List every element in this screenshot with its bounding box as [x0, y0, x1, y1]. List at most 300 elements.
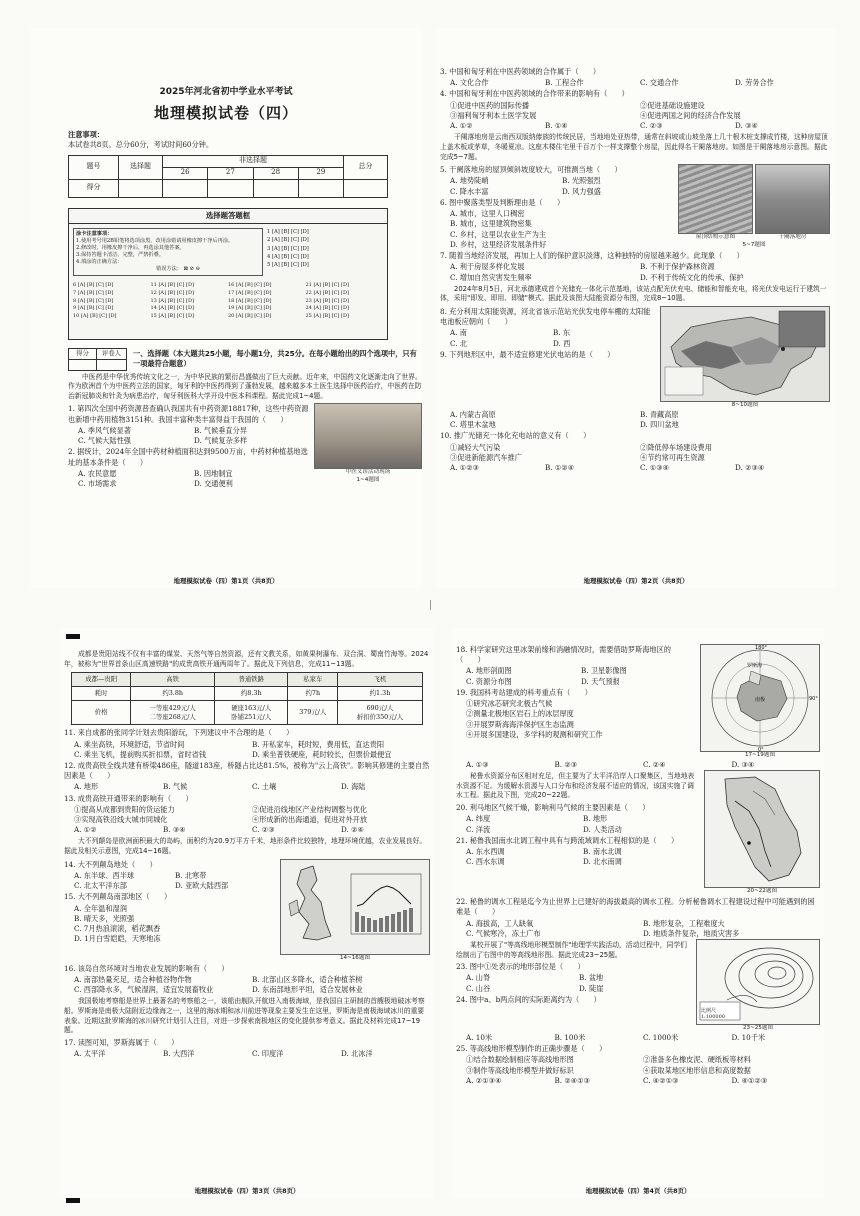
polar-label: 罗斯海 [747, 663, 763, 669]
answer-column [228, 282, 306, 321]
answer-num: 5 [267, 262, 271, 269]
q17-option-b[interactable]: B. 大西洋 [163, 1049, 195, 1059]
answer-top-column [267, 224, 387, 280]
score-num: 28 [253, 167, 298, 179]
q12-option-c[interactable]: C. 土壤 [252, 782, 277, 792]
answer-bubbles[interactable]: [A] [B] [C] [D] [77, 297, 114, 304]
grader-cell[interactable] [97, 359, 127, 370]
answer-num: 4 [267, 253, 271, 260]
table-cell: 约7h [288, 687, 338, 701]
q18-option-c[interactable]: C. 资源分布图 [466, 676, 512, 686]
scan-mark [66, 1198, 80, 1203]
q23-option-b[interactable]: B. 盆地 [579, 973, 604, 983]
answer-bubbles[interactable]: [A] [B] [C] [D] [271, 253, 309, 260]
q3-option-b[interactable]: B. 工程合作 [545, 78, 584, 88]
intro-q17-19: 我国极地考察船是世界上最著名的考察船之一，该船由舰队开航进入南极海域，是我国自主研制的首艘极地破冰考察船。罗斯海是南极大陆附近边缘海之一，这里的海冰期和冰川前进等现象主要发生在这里，罗斯海是南极海域冰川的重要表象。近期这批罗斯海的冰川研究计划引人注目，对进一步探索南极地区的变化提供参考意义。据此及材料完成17~19题。 [64, 997, 425, 1035]
q7-option-d[interactable]: D. 不利于传统文化的传承、保护 [640, 272, 744, 282]
table-header: 私家车 [288, 673, 338, 687]
question-12: 12. 成贵高铁全线共建有桥梁486座，隧道183座，桥隧占比达81.5%，被称为"云上高铁"。影响其修建的主要自然因素是（ ） [64, 760, 430, 781]
q22-option-b[interactable]: B. 地形复杂，工程难度大 [643, 918, 725, 928]
table-header: 飞机 [338, 673, 422, 687]
china-solar-map [660, 306, 830, 402]
q16-option-d[interactable]: D. 东南部地形平坦，适合发展林业 [252, 985, 363, 995]
q5-option-a[interactable]: A. 地势陡峭 [450, 176, 489, 186]
q10-item: ①减轻大气污染 [450, 442, 501, 452]
answer-bubbles[interactable]: [A] [B] [C] [D] [77, 289, 114, 296]
q4-option-d[interactable]: D. ③④ [735, 121, 758, 131]
score-row-label: 得分 [69, 179, 119, 197]
q9-option-d[interactable]: D. 四川盆地 [640, 420, 679, 430]
q25-option-d[interactable]: D. ④①②③ [731, 1075, 768, 1085]
q15-option-d[interactable]: D. 1月白雪皑皑，天寒地冻 [74, 934, 161, 944]
q22-option-d[interactable]: D. 地质条件复杂，地质灾害多 [643, 928, 740, 938]
figure-q1-4 [314, 403, 422, 489]
q23-option-d[interactable]: D. 陡崖 [579, 983, 604, 993]
answer-num: 12 [150, 289, 157, 296]
question-3: 3. 中国和匈牙利在中医药领域的合作属于（ ） [440, 67, 601, 76]
q13-option-b[interactable]: B. ③④ [163, 825, 186, 835]
question-1: 1. 第四次全国中药资源普查确认我国共有中药资源18817种，这些中药资源也新增中药用植物3151种。我国丰富种类丰富得益于我国的（ ） [68, 404, 309, 424]
p1-body [68, 373, 422, 490]
intro-q20-22: 秘鲁水资源分布区相对充足，但主要为了太平洋沿岸人口聚集区，当地地表水资源不足。为缓解水资源与人口分布和经济发展不适应的情况，该国实施了调水工程。据此及下图，完成20~22题。 [456, 772, 695, 800]
q2-option-b[interactable]: B. 因地制宜 [194, 468, 233, 478]
travel-table [71, 672, 422, 725]
q2-option-c[interactable]: C. 市场需求 [78, 478, 117, 488]
table-cell: 约1.3h [338, 687, 422, 701]
fill-notes-box [73, 228, 263, 276]
q9-option-c[interactable]: C. 塔里木盆地 [450, 420, 496, 430]
britain-map-and-climate-chart [280, 859, 430, 955]
figure-q20-22 [704, 770, 820, 896]
table-header: 普通铁路 [215, 673, 288, 687]
q9-option-a[interactable]: A. 内蒙古高原 [450, 409, 496, 419]
question-5: 5. 干阑落地房的屋顶倾斜坡度较大，可推测当地（ ） [440, 165, 622, 175]
score-col-nonchoice: 非选择题 [163, 155, 344, 167]
q22-option-c[interactable]: C. 气候寒冷，冻土广布 [466, 928, 541, 938]
question-18: 18. 科学家研究这里冰架前缘和消融情况时，需要借助罗斯海地区的（ ） [456, 645, 671, 665]
q6-option-b[interactable]: B. 城市，这里建筑物密集 [450, 219, 532, 229]
fill-heading: 涂卡注意事项： [76, 231, 113, 238]
answer-column [73, 282, 151, 321]
answer-num: 17 [228, 289, 235, 296]
q1-option-d[interactable]: D. 气候复杂多样 [194, 436, 248, 446]
q25-item: ④获取某地区地形信息和高度数据 [643, 1065, 751, 1075]
q18-option-d[interactable]: D. 天气预报 [581, 676, 620, 686]
q15-option-a[interactable]: A. 全年温和湿润 [74, 903, 127, 913]
answer-bubbles[interactable]: [A] [B] [C] [D] [235, 282, 272, 289]
score-cell[interactable] [298, 179, 343, 197]
q8-option-c[interactable]: C. 北 [450, 338, 467, 348]
answer-bubbles[interactable]: [A] [B] [C] [D] [158, 313, 194, 320]
question-14: 14. 大不列颠岛地处（ ） [64, 859, 157, 869]
q10-option-a[interactable]: A. ①②③ [450, 463, 480, 473]
q1-option-b[interactable]: B. 气候垂直分异 [194, 425, 247, 435]
q17-option-c[interactable]: C. 印度洋 [252, 1049, 284, 1059]
answer-bubbles[interactable]: [A] [B] [C] [D] [313, 289, 349, 296]
q18-option-b[interactable]: B. 卫星影像图 [581, 666, 627, 676]
q20-option-a[interactable]: A. 纬度 [466, 814, 491, 824]
q3-option-d[interactable]: D. 劳务合作 [735, 78, 774, 88]
score-cell[interactable] [208, 179, 253, 197]
answer-card-title: 选择题答题框 [69, 209, 387, 225]
figure-caption: 中医义诊活动现场 1~4题图 [345, 469, 391, 484]
question-19: 19. 我国科考站建成的科考重点有（ ） [456, 687, 592, 697]
answer-bubbles[interactable]: [A] [B] [C] [D] [271, 237, 309, 244]
answer-card [68, 208, 388, 340]
question-17: 17. 读图可知，罗斯海属于（ ） [64, 1037, 179, 1047]
score-table [68, 155, 388, 198]
q25-item: ②准备多色橡皮泥、硬纸板等材料 [643, 1055, 751, 1065]
answer-num: 8 [73, 297, 77, 304]
q4-option-b[interactable]: B. ①④ [545, 121, 568, 131]
intro-q1-4: 中医药是中华优秀传统文化之一，为中华民族的繁衍昌盛做出了巨大贡献。近年来，中国药文化逐渐走向了世界。作为欧洲首个为中医药立法的国家，匈牙利的中医药得到了蓬勃发展，越来越多本土医生选择中医药治疗，中医药在防治新冠肺炎和针灸为病患治疗，匈牙利医科大学开设中医本科课程。据此完成1~4题。 [68, 372, 422, 400]
answer-num: 14 [150, 305, 157, 312]
table-cell: 价格 [72, 701, 131, 725]
answer-num: 25 [305, 313, 312, 320]
answer-bubbles[interactable]: [A] [B] [C] [D] [313, 305, 349, 312]
answer-bubbles[interactable]: [A] [B] [C] [D] [158, 282, 194, 289]
question-24: 24. 图中a、b两点间的实际距离约为（ ） [456, 994, 601, 1004]
table-cell: 690元/人 折扣价350元/人 [338, 701, 422, 725]
answer-bubbles[interactable]: [A] [B] [C] [D] [158, 289, 194, 296]
table-header: 成都—贵阳 [72, 673, 131, 687]
q6-option-a[interactable]: A. 城市，这里人口稠密 [450, 209, 525, 219]
q4-item: ①促进中医药的国际传播 [450, 100, 530, 110]
q6-option-d[interactable]: D. 乡村，这里经济发展条件好 [450, 239, 547, 249]
page-footer: 地理模拟试卷（四）第1页（共8页） [173, 576, 279, 585]
grader-label: 得分 [69, 348, 97, 359]
question-20: 20. 利马地区气候干燥，影响利马气候的主要因素是（ ） [456, 803, 650, 813]
peru-map [704, 770, 820, 888]
fill-note: 4.填涂的正确方法： [76, 259, 123, 266]
peru-map-svg [705, 771, 819, 887]
q20-option-d[interactable]: D. 人类活动 [583, 824, 622, 834]
answer-num: 20 [228, 313, 235, 320]
q14-option-a[interactable]: A. 东半球、西半球 [74, 870, 135, 880]
q5-option-b[interactable]: B. 光照强烈 [562, 176, 601, 186]
roof-structure-photo [678, 164, 753, 234]
q24-option-d[interactable]: D. 10千米 [731, 1032, 766, 1042]
scan-mark [66, 634, 80, 639]
score-cell[interactable] [119, 179, 163, 197]
q6-option-c[interactable]: C. 乡村，这里以农业生产为主 [450, 229, 547, 239]
answer-bubbles[interactable]: [A] [B] [C] [D] [158, 297, 194, 304]
q2-option-a[interactable]: A. 农民意愿 [78, 468, 117, 478]
question-8: 8. 充分利用太阳能资源，河北省该示范站光伏发电停车棚的太阳能电池板应朝向（ ） [440, 307, 651, 327]
figure-subcaption: 干阑落地房 [778, 234, 807, 241]
answer-grid [69, 280, 387, 323]
question-23: 23. 图中①处表示的地形部位是（ ） [456, 962, 585, 972]
china-map-svg [661, 307, 829, 401]
answer-num: 11 [150, 282, 157, 289]
grader-label: 评卷人 [97, 348, 127, 359]
question-9: 9. 下列地形区中，最不适宜修建光伏电站的是（ ） [440, 349, 615, 359]
polar-label: 180° [755, 645, 768, 651]
polar-label: 90° [809, 696, 818, 702]
q21-option-c[interactable]: C. 西水东调 [466, 857, 505, 867]
q17-option-a[interactable]: A. 太平洋 [74, 1049, 106, 1059]
q13-item: ①提高从成都到贵阳的货运能力 [74, 804, 175, 814]
question-15: 15. 大不列颠岛南部地区（ ） [64, 892, 172, 902]
answer-bubbles[interactable]: [A] [B] [C] [D] [235, 297, 272, 304]
score-num: 26 [163, 167, 208, 179]
q21-option-a[interactable]: A. 东水西调 [466, 846, 505, 856]
q20-option-c[interactable]: C. 洋流 [466, 824, 491, 834]
q3-option-c[interactable]: C. 交通合作 [640, 78, 679, 88]
figure-q23-25 [696, 939, 820, 1033]
q14-option-c[interactable]: C. 北太平洋东部 [74, 881, 127, 891]
polar-map-svg [701, 645, 819, 751]
figure-caption: 20~22题图 [746, 888, 778, 895]
table-cell: 约3.8h [131, 687, 215, 701]
clinic-photo [314, 403, 422, 469]
intro-q5-7: 干阑落地房是云南西双版纳傣族的传统民居，当地地处亚热带，通常在斜坡或山坡坐落上几十根木桩支撑成竹楼，这种房屋顶上盖木板或茅草，冬暖夏凉。这座木楼住宅里千百万个一样支撑整个房屋，因此得名干阑落地房。如图是干阑落地房示意图。据此完成5~7题。 [440, 133, 828, 161]
question-10: 10. 推广光储充一体化充电站的意义有（ ） [440, 431, 591, 441]
q4-item: ③福利匈牙利本土医学发展 [450, 110, 537, 120]
q19-item: ②测量北极地区岩石上的冰层厚度 [466, 709, 574, 719]
answer-num: 3 [267, 245, 271, 252]
table-cell: 一等座429元/人 二等座268元/人 [131, 701, 215, 725]
q14-option-d[interactable]: D. 亚欧大陆西部 [175, 881, 229, 891]
question-7: 7. 随着当地经济发展，再加上人们的保护意识淡薄，这种独特的房屋越来越少。此现象（ ） [440, 251, 744, 261]
question-16: 16. 该岛自然环境对当地农业发展的影响有（ ） [64, 963, 229, 973]
answer-column [151, 282, 229, 321]
answer-bubbles[interactable]: [A] [B] [C] [D] [271, 229, 309, 236]
q9-option-b[interactable]: B. 青藏高原 [640, 409, 679, 419]
q13-option-a[interactable]: A. ①② [74, 825, 97, 835]
q7-option-c[interactable]: C. 增加自然灾害发生频率 [450, 272, 532, 282]
answer-bubbles[interactable]: [A] [B] [C] [D] [271, 262, 309, 269]
q11-option-a[interactable]: A. 乘坐高铁，环境舒适，节省时间 [74, 739, 185, 749]
paper-title: 地理模拟试卷（四） [153, 103, 298, 122]
answer-bubbles[interactable]: [A] [B] [C] [D] [313, 313, 349, 320]
q21-option-d[interactable]: D. 北水南调 [583, 857, 622, 867]
figure-subcaption: 屋顶结构示意图 [695, 234, 736, 241]
q19-option-b[interactable]: B. ②③ [554, 759, 578, 769]
q25-item: ③制作等高线地形模型并做好标识 [466, 1065, 574, 1075]
antarctica-polar-map [700, 644, 820, 752]
figure-caption: 14~16题图 [339, 954, 371, 961]
figure-caption: 23~25题图 [742, 1024, 774, 1031]
score-col-q: 题号 [69, 155, 119, 179]
q1-option-c[interactable]: C. 气候大陆性强 [78, 436, 131, 446]
q20-option-b[interactable]: B. 地形 [583, 814, 608, 824]
score-cell[interactable] [163, 179, 208, 197]
q13-option-d[interactable]: D. ②④ [341, 825, 364, 835]
q13-item: ④形成新的出海通道，促进对外开放 [252, 815, 368, 825]
q25-option-c[interactable]: C. ④②①③ [643, 1075, 679, 1085]
figure-q5-7 [678, 164, 830, 250]
q12-option-a[interactable]: A. 地形 [74, 782, 99, 792]
score-cell[interactable] [344, 179, 388, 197]
q10-option-c[interactable]: C. ①③④ [640, 463, 670, 473]
section1-header [68, 348, 422, 371]
q24-option-b[interactable]: B. 100米 [554, 1032, 586, 1042]
q2-option-d[interactable]: D. 交通便利 [194, 478, 233, 488]
answer-num: 6 [73, 282, 77, 289]
score-num: 27 [208, 167, 253, 179]
britain-map-svg [281, 860, 429, 954]
q21-option-b[interactable]: B. 南水北调 [583, 846, 622, 856]
answer-bubbles[interactable]: [A] [B] [C] [D] [313, 297, 349, 304]
question-6: 6. 图中聚落类型及判断理由是（ ） [440, 197, 565, 207]
grader-cell[interactable] [69, 359, 97, 370]
exam-page-1 [30, 28, 422, 588]
q18-option-a[interactable]: A. 地形剖面图 [466, 666, 512, 676]
q16-option-b[interactable]: B. 北部山区多降水，适合种植茶树 [252, 974, 363, 984]
intro-q23-25: 某校开展了"等高线地形模型制作"地理学实践活动，活动过程中，同学们绘制出了右图中的等高线地形图。据此完成23~25题。 [456, 940, 687, 959]
answer-num: 18 [228, 297, 235, 304]
table-cell: 硬座163元/人 卧铺251元/人 [215, 701, 288, 725]
polar-label: 0° [758, 747, 764, 751]
q8-option-a[interactable]: A. 南 [450, 328, 467, 338]
figure-caption: 5~7题图 [742, 242, 766, 249]
answer-bubbles[interactable]: [A] [B] [C] [D] [77, 305, 114, 312]
q10-item: ③促进新能源汽车推广 [450, 452, 522, 462]
notice-heading: 注意事项： [68, 130, 104, 140]
q22-option-a[interactable]: A. 海拔高，工人缺氧 [466, 918, 534, 928]
q4-option-c[interactable]: C. ②③ [640, 121, 663, 131]
q4-item: ②促进基础设施建设 [640, 100, 705, 110]
answer-num: 24 [305, 305, 312, 312]
q13-option-c[interactable]: C. ②③ [252, 825, 275, 835]
answer-num: 21 [305, 282, 312, 289]
answer-num: 22 [305, 289, 312, 296]
q10-item: ④节约常可再生资源 [640, 452, 705, 462]
q17-option-d[interactable]: D. 北冰洋 [341, 1049, 373, 1059]
answer-bubbles[interactable]: [A] [B] [C] [D] [235, 305, 272, 312]
intro-q11-13: 成都是贵阳站线不仅有丰富的煤炭、天然气等自然资源，还有文教关系，如黄果树瀑布、双合洞、蜀南竹海等。2024年，被称为"世界首条山区高速铁路"的成贵高铁开通两周年了。据此及下列信息，完成11~13题。 [64, 650, 429, 668]
q11-option-d[interactable]: D. 乘坐普铁硬座，耗时较长，但票价最便宜 [252, 749, 392, 759]
q4-option-a[interactable]: A. ①② [450, 121, 473, 131]
page-divider [430, 600, 431, 610]
q19-option-d[interactable]: D. ③④ [731, 759, 755, 769]
answer-num: 1 [267, 229, 271, 236]
q19-item: ④开展多国建设，多学科的观测和研究工作 [466, 729, 603, 739]
intro-q14-16: 大不列颠岛是欧洲面积最大的岛屿，面积约为20.9万平方千米，地形条件比较独特，地理环境优越，农业发展良好。据此及相关示意图，完成14~16题。 [64, 837, 427, 856]
answer-num: 2 [267, 237, 271, 244]
q13-item: ②促进沿线地区产业结构调整与优化 [252, 804, 368, 814]
fill-note: 3.保持答题卡清洁、完整，严禁折叠。 [76, 252, 164, 259]
q12-option-d[interactable]: D. 海陆 [341, 782, 366, 792]
score-col-choice: 选择题 [119, 155, 163, 179]
exam-page-2 [436, 28, 836, 588]
answer-num: 23 [305, 297, 312, 304]
q5-option-d[interactable]: D. 风力强盛 [562, 186, 601, 196]
q7-option-b[interactable]: B. 不利于保护森林资源 [640, 262, 715, 272]
table-cell: 约8.3h [215, 687, 288, 701]
q13-item: ③实现高铁沿线大城市同城化 [74, 815, 168, 825]
q23-option-a[interactable]: A. 山脊 [466, 973, 491, 983]
answer-bubbles[interactable]: [A] [B] [C] [D] [235, 289, 272, 296]
answer-num: 16 [228, 282, 235, 289]
scale-label: 比例尺 1:100000 [701, 1007, 725, 1020]
question-25: 25. 等高线地形模型制作的正确步骤是（ ） [456, 1044, 607, 1054]
grader-box [68, 348, 127, 371]
q12-option-b[interactable]: B. 气候 [163, 782, 188, 792]
q11-option-b[interactable]: B. 开私家车，耗时短，费用低，直达贵阳 [252, 739, 385, 749]
fill-example-label: 错误方法： [156, 266, 182, 273]
q15-option-c[interactable]: C. 7月热浪滚滚，稻花飘香 [74, 924, 161, 934]
answer-num: 9 [73, 305, 77, 312]
fill-wrong-marks: ⊠ ⊘ ⊖ [183, 266, 200, 273]
q15-option-b[interactable]: B. 晴天多，光照强 [74, 913, 135, 923]
polar-label: 南极 [755, 697, 766, 703]
q19-option-a[interactable]: A. ①③ [466, 759, 489, 769]
answer-column [306, 282, 384, 321]
q19-option-c[interactable]: C. ②④ [643, 759, 666, 769]
q25-item: ①结合数据绘制相应等高线地形图 [466, 1055, 574, 1065]
fill-note: 2.修改时，用橡皮擦干净后，再选涂其他答案。 [76, 245, 185, 252]
contour-map [696, 939, 820, 1025]
q25-option-b[interactable]: B. ②④①③ [554, 1075, 591, 1085]
question-2: 2. 据统计，2024年全国中药材种植面积达到9500万亩，中药材种植基地选址的基本条件是（ ） [68, 447, 308, 467]
figure-q8-10 [660, 306, 830, 410]
q23-option-c[interactable]: C. 山谷 [466, 983, 491, 993]
q25-option-a[interactable]: A. ②①③④ [466, 1075, 502, 1085]
table-cell: 379元/人 [288, 701, 338, 725]
answer-bubbles[interactable]: [A] [B] [C] [D] [271, 245, 309, 252]
q4-item: ④促进两国之间的经济合作发展 [640, 110, 741, 120]
q8-option-b[interactable]: B. 东 [553, 328, 571, 338]
question-4: 4. 中国和匈牙利在中医药领域的合作带来的影响有（ ） [440, 89, 629, 99]
answer-bubbles[interactable]: [A] [B] [C] [D] [158, 305, 194, 312]
answer-num: 7 [73, 289, 77, 296]
question-11: 11. 来自成都的张同学计划去贵阳游玩，下列建议中不合理的是（ ） [64, 728, 294, 738]
exam-title: 2025年河北省初中学业水平考试 [159, 87, 293, 97]
q16-option-c[interactable]: C. 西部降水多，气候湿润，适宜发展畜牧业 [74, 985, 214, 995]
q10-option-d[interactable]: D. ②③④ [735, 463, 765, 473]
figure-q14-16 [280, 859, 430, 963]
stilt-house-photo [755, 164, 830, 234]
q24-option-c[interactable]: C. 1000米 [643, 1032, 679, 1042]
exam-page-4 [452, 628, 824, 1198]
question-13: 13. 成贵高铁开通带来的影响有（ ） [64, 793, 193, 803]
q24-option-a[interactable]: A. 10米 [466, 1032, 493, 1042]
q8-option-d[interactable]: D. 西 [553, 338, 571, 348]
figure-q17-19 [700, 644, 820, 760]
q7-option-a[interactable]: A. 利于房屋多样化发展 [450, 262, 525, 272]
q5-option-c[interactable]: C. 降水丰富 [450, 186, 489, 196]
q10-item: ②降低停车场建设费用 [640, 442, 712, 452]
q16-option-a[interactable]: A. 南部热量充足，适合种植谷物作物 [74, 974, 192, 984]
table-header: 高铁 [131, 673, 215, 687]
answer-num: 15 [150, 313, 157, 320]
notice-text: 本试卷共8页。总分60分，考试时间60分钟。 [68, 140, 214, 150]
answer-bubbles[interactable]: [A] [B] [C] [D] [235, 313, 272, 320]
answer-num: 13 [150, 297, 157, 304]
table-cell: 耗时 [72, 687, 131, 701]
figure-caption: 17~19题图 [744, 752, 776, 758]
q14-option-b[interactable]: B. 北寒带 [175, 870, 207, 880]
score-cell[interactable] [253, 179, 298, 197]
answer-bubbles[interactable]: [A] [B] [C] [D] [80, 313, 117, 320]
q10-option-b[interactable]: B. ①②④ [545, 463, 575, 473]
answer-bubbles[interactable]: [A] [B] [C] [D] [313, 282, 349, 289]
figure-caption: 8~10题图 [731, 402, 759, 409]
q3-option-a[interactable]: A. 文化合作 [450, 78, 489, 88]
section1-title: 一、选择题（本大题共25小题，每小题1分，共25分。在每小题给出的四个选项中，只有一项最符合题意） [133, 348, 417, 368]
page-footer: 地理模拟试卷（四）第4页（共8页） [585, 1186, 691, 1195]
question-22: 22. 秘鲁的调水工程是迄今为止世界上已建好的海拔最高的调水工程。分析秘鲁调水工程建设过程中可能遇到的困难是（ ） [456, 897, 815, 917]
q11-option-c[interactable]: C. 乘坐飞机，提前购买折扣票，省时省钱 [74, 749, 207, 759]
answer-bubbles[interactable]: [A] [B] [C] [D] [77, 282, 114, 289]
intro-q8-10: 2024年8月5日，河北承德建成首个光储充一体化示范基地，该站点配光伏充电、储能和智能充电，将光伏发电运行于建筑一体，采用"即发、即用、即储"模式。据此及该图大陆能资源分布图，完成8~10题。 [440, 284, 827, 303]
question-21: 21. 秘鲁我国南水北调工程中具有与跨流域调水工程相似的是（ ） [456, 835, 679, 845]
page-footer: 地理模拟试卷（四）第3页（共8页） [194, 1186, 300, 1195]
exam-page-3 [60, 628, 434, 1198]
q1-option-a[interactable]: A. 季风气候显著 [78, 425, 131, 435]
